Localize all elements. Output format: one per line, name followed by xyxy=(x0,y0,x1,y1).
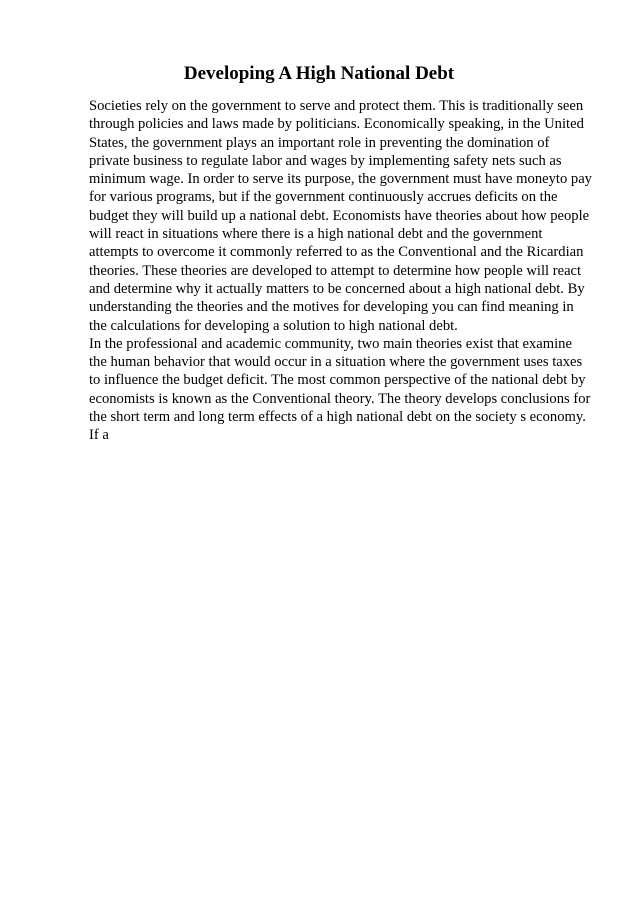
body-line: will react in situations where there is a high national debt and the government xyxy=(89,226,543,243)
body-line: for various programs, but if the government continuously accrues deficits on the xyxy=(89,189,558,206)
body-line: understanding the theories and the motives for developing you can find meaning in xyxy=(89,299,574,316)
body-line: attempts to overcome it commonly referred to as the Conventional and the Ricardian xyxy=(89,244,584,261)
body-line: States, the government plays an important role in preventing the domination of xyxy=(89,134,550,151)
body-line: the human behavior that would occur in a situation where the government uses taxes xyxy=(89,354,583,371)
body-line: and determine why it actually matters to be concerned about a high national debt. By xyxy=(89,280,585,297)
body-line: the short term and long term effects of a high national debt on the society s economy. xyxy=(89,409,586,426)
body-line: If a xyxy=(89,427,109,444)
document-title: Developing A High National Debt xyxy=(183,63,455,84)
body-line: private business to regulate labor and wages by implementing safety nets such as xyxy=(89,152,562,169)
document-body xyxy=(89,97,609,445)
body-line: to influence the budget deficit. The most common perspective of the national debt by xyxy=(89,372,586,389)
body-line: minimum wage. In order to serve its purpose, the government must have moneyto pay xyxy=(89,171,592,188)
body-line: economists is known as the Conventional theory. The theory develops conclusions for xyxy=(89,390,591,407)
body-line: theories. These theories are developed to attempt to determine how people will react xyxy=(89,262,582,279)
body-line: the calculations for developing a solution to high national debt. xyxy=(89,317,458,334)
body-line: Societies rely on the government to serve and protect them. This is traditionally seen xyxy=(89,98,584,114)
body-line: In the professional and academic community, two main theories exist that examine xyxy=(89,335,572,352)
body-line: budget they will build up a national debt. Economists have theories about how people xyxy=(89,207,590,224)
body-line: through policies and laws made by politicians. Economically speaking, in the United xyxy=(89,116,584,133)
